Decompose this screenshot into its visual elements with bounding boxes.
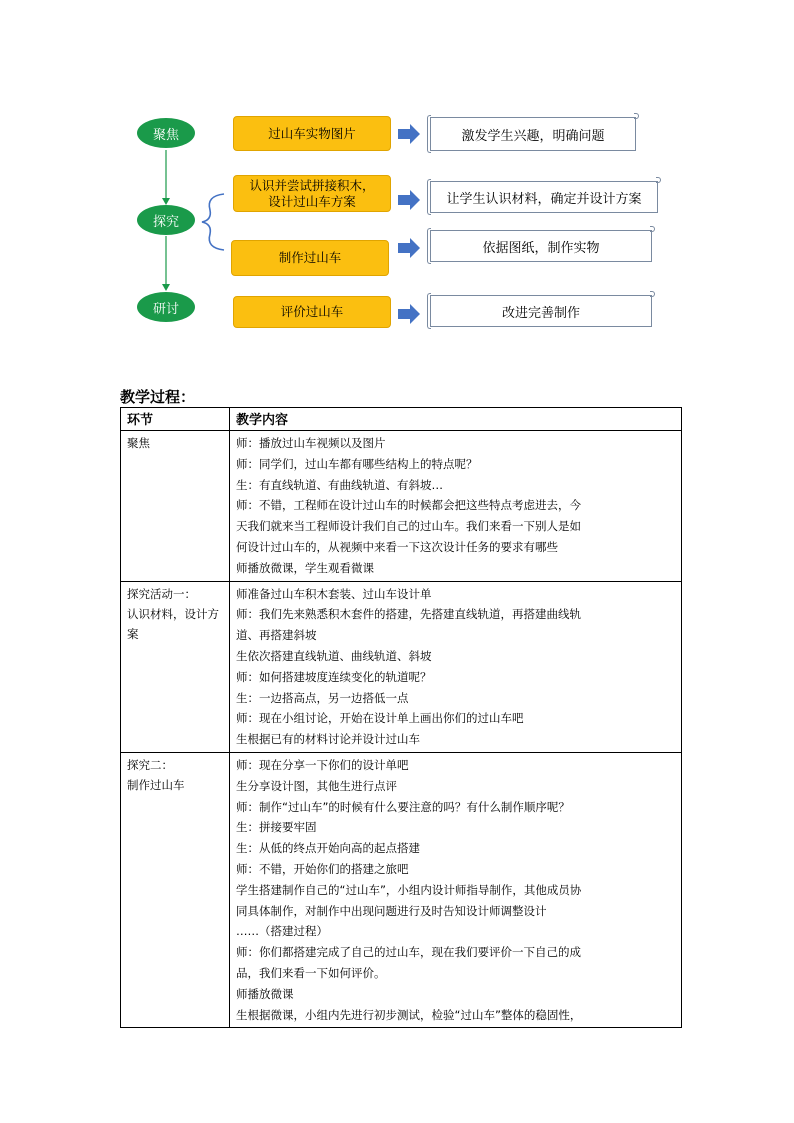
content-line: 师：你们都搭建完成了自己的过山车，现在我们要评价一下自己的成 [236,945,581,960]
content-line: 师播放微课 [236,986,294,1001]
stage-text: 探究活动一： [127,586,196,601]
stage-cell [121,581,230,752]
content-line: 师：不错，工程师在设计过山车的时候都会把这些特点考虑进去，今 [236,498,581,513]
stage-text: 探究二： [127,757,173,772]
table-row [121,431,682,582]
right-arrow-icon [398,190,422,210]
result-scroll-2: 让学生认识材料，确定并设计方案 [430,181,658,213]
content-cell [230,581,682,752]
content-line: 师：播放过山车视频以及图片 [236,436,386,450]
content-line: 生分享设计图，其他生进行点评 [236,778,397,793]
content-line: ……（搭建过程） [236,924,328,939]
step-box-4: 评价过山车 [233,296,391,328]
step-box-2-line2: 设计过山车方案 [268,193,356,209]
content-line: 生：有直线轨道、有曲线轨道、有斜坡… [236,477,443,492]
step-box-3: 制作过山车 [231,240,389,276]
stage-text: 认识材料，设计方 [127,606,219,621]
step-box-1: 过山车实物图片 [233,116,391,151]
content-line: 道、再搭建斜坡 [236,628,317,643]
content-line: 学生搭建制作自己的“过山车”，小组内设计师指导制作，其他成员协 [236,882,582,897]
result-scroll-4: 改进完善制作 [430,295,652,327]
content-line: 生根据已有的材料讨论并设计过山车 [236,732,420,747]
content-line: 品，我们来看一下如何评价。 [236,965,386,980]
content-line: 天我们就来当工程师设计我们自己的过山车。我们来看一下别人是如 [236,519,581,534]
content-line: 师：现在小组讨论，开始在设计单上画出你们的过山车吧 [236,711,524,726]
right-arrow-icon [398,238,422,258]
content-line: 生：一边搭高点，另一边搭低一点 [236,690,409,705]
table-row [121,581,682,752]
content-line: 师：不错，开始你们的搭建之旅吧 [236,861,409,876]
content-line: 生根据微课，小组内先进行初步测试，检验“过山车”整体的稳固性， [236,1007,582,1022]
content-line: 师：制作“过山车”的时候有什么要注意的吗？有什么制作顺序呢？ [236,799,570,814]
table-row [121,752,682,1027]
content-line: 何设计过山车的，从视频中来看一下这次设计任务的要求有哪些 [236,539,558,554]
stage-discuss: 研讨 [137,292,195,322]
flow-connectors [0,0,794,360]
content-cell [230,752,682,1027]
header-content: 教学内容 [230,408,682,431]
teaching-process-table [120,407,682,1028]
content-line: 师：我们先来熟悉积木套件的搭建，先搭建直线轨道，再搭建曲线轨 [236,607,581,622]
content-line: 师：如何搭建坡度连续变化的轨道呢？ [236,669,432,684]
right-arrow-icon [398,304,422,324]
content-line: 生依次搭建直线轨道、曲线轨道、斜坡 [236,648,432,663]
content-line: 师准备过山车积木套装、过山车设计单 [236,586,432,601]
content-line: 同具体制作，对制作中出现问题进行及时告知设计师调整设计 [236,903,547,918]
content-line: 生：从低的终点开始向高的起点搭建 [236,841,420,856]
step-box-2 [233,175,391,212]
section-title: 教学过程： [120,388,196,406]
table-header-row [121,408,682,431]
result-scroll-1: 激发学生兴趣，明确问题 [430,117,636,151]
content-cell [230,431,682,582]
stage-text: 制作过山车 [127,777,185,792]
header-stage: 环节 [121,408,230,431]
stage-text: 案 [127,626,139,641]
stage-focus: 聚焦 [137,118,195,148]
content-line: 师：现在分享一下你们的设计单吧 [236,757,409,772]
stage-text: 聚焦 [127,436,150,450]
content-line: 师播放微课，学生观看微课 [236,560,374,575]
right-arrow-icon [398,124,422,144]
content-line: 师：同学们，过山车都有哪些结构上的特点呢？ [236,456,478,471]
step-box-2-line1: 认识并尝试拼接积木， [249,177,375,193]
content-line: 生：拼接要牢固 [236,820,317,835]
stage-cell [121,431,230,582]
result-scroll-3: 依据图纸，制作实物 [430,230,652,262]
stage-explore: 探究 [137,205,195,235]
stage-cell [121,752,230,1027]
